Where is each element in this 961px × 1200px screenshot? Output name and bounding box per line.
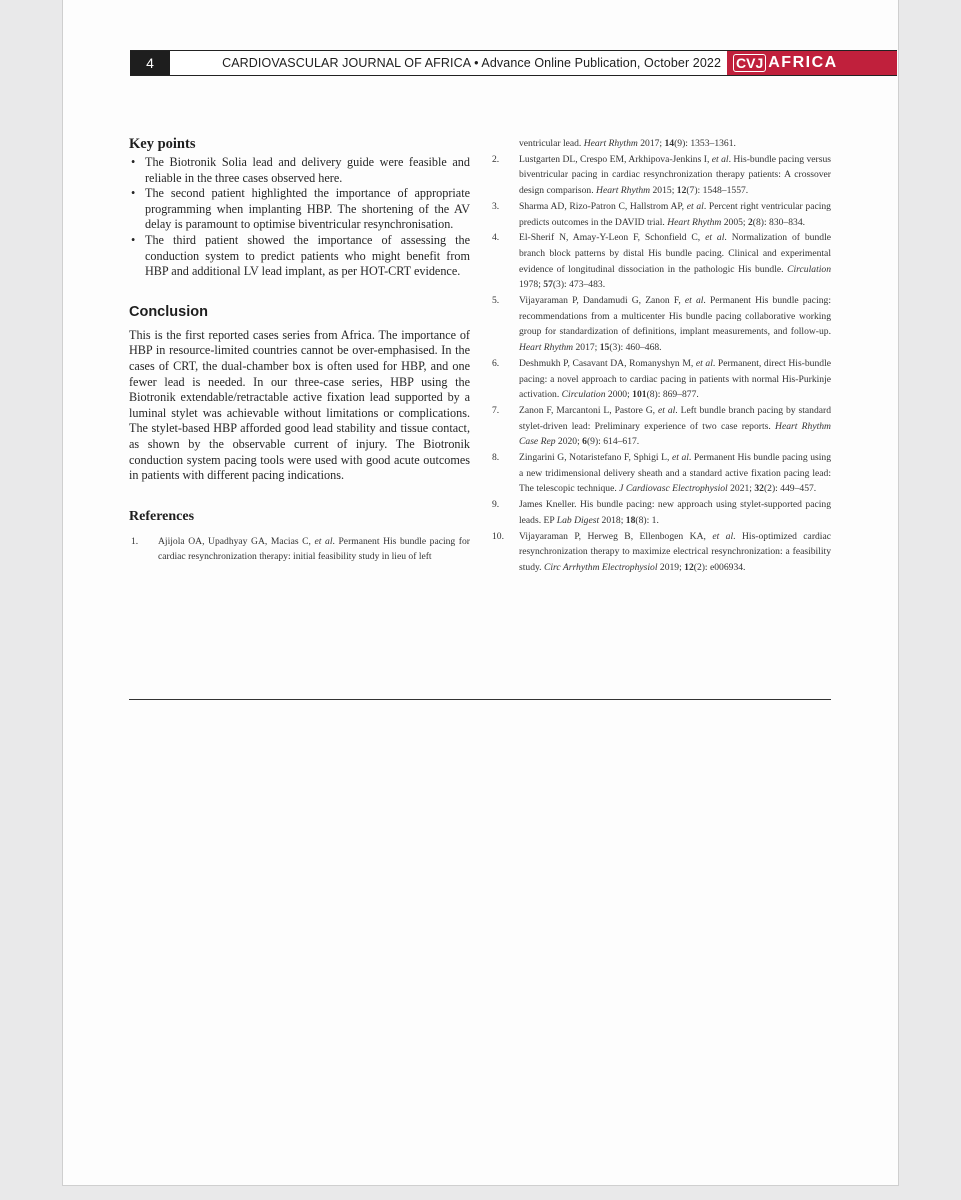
reference-item — [490, 293, 831, 356]
right-column — [490, 136, 831, 576]
key-point-item: • The third patient showed the importance of assessing the conduction system to predict patients who might benefit from HBP and additional LV lead implant, as per HOT-CRT evidence. — [129, 233, 470, 280]
reference-text: Zingarini G, Notaristefano F, Sphigi L, et al. Permanent His bundle pacing using a new tridimensional delivery sheath and a standard active fixation pacing lead: The telescopic technique. J Cardiovasc Electrophysiol 2021; 32(2): 449–457. — [519, 452, 831, 495]
reference-item — [490, 199, 831, 230]
left-column — [129, 136, 470, 565]
reference-number: 8. — [492, 452, 500, 464]
key-points-list — [129, 155, 470, 280]
logo-africa-text: AFRICA — [768, 54, 838, 71]
reference-number: 7. — [492, 404, 500, 416]
reference-text: Lustgarten DL, Crespo EM, Arkhipova-Jenkins I, et al. His-bundle pacing versus biventricular pacing in cardiac resynchronization therapy patients: A crossover design comparison. Heart Rhythm 2015; 12(7): 1548–1557. — [519, 153, 831, 197]
reference-text: James Kneller. His bundle pacing: new approach using stylet-supported pacing leads. EP Lab Digest 2018; 18(8): 1. — [519, 499, 831, 526]
reference-item — [490, 230, 831, 293]
running-header — [130, 50, 897, 76]
reference-item — [490, 403, 831, 450]
logo-cvj-box: CVJ — [733, 54, 766, 72]
reference-text: Vijayaraman P, Dandamudi G, Zanon F, et al. Permanent His bundle pacing: recommendations from a multicenter His bundle pacing collaborative working group for standardization of definitions, implant measurements, and follow-up. Heart Rhythm 2017; 15(3): 460–468. — [519, 295, 831, 354]
references-title: References — [129, 508, 195, 524]
reference-text: Vijayaraman P, Herweg B, Ellenbogen KA, et al. His-optimized cardiac resynchronization therapy to maximize electrical resynchronization: a feasibility study. Circ Arrhythm Electrophysiol 2019; 12(2): e006934. — [519, 530, 831, 573]
bottom-rule — [129, 699, 831, 700]
reference-number: 9. — [492, 499, 500, 511]
reference-number: 3. — [492, 200, 500, 212]
page-number: 4 — [130, 51, 170, 75]
reference-text: Ajijola OA, Upadhyay GA, Macias C, et al. Permanent His bundle pacing for cardiac resynchronization therapy: initial feasibility study in lieu of left — [158, 535, 470, 563]
journal-logo — [727, 51, 897, 75]
reference-item — [490, 152, 831, 199]
reference-number: 2. — [492, 153, 500, 165]
references-left-list — [129, 534, 470, 565]
references-right-list — [490, 136, 831, 576]
reference-text: ventricular lead. Heart Rhythm 2017; 14(9): 1353–1361. — [519, 138, 736, 149]
reference-item — [490, 529, 831, 576]
reference-text: Deshmukh P, Casavant DA, Romanyshyn M, et al. Permanent, direct His-bundle pacing: a novel approach to cardiac pacing in patients with normal His-Purkinje activation. Circulation 2000; 101(8): 869–877. — [519, 357, 831, 401]
reference-number: 10. — [492, 530, 504, 542]
reference-item — [490, 136, 831, 152]
reference-item — [490, 356, 831, 403]
running-title: CARDIOVASCULAR JOURNAL OF AFRICA • Advance Online Publication, October 2022 — [222, 56, 721, 70]
reference-number: 6. — [492, 357, 500, 369]
key-point-item: • The Biotronik Solia lead and delivery guide were feasible and reliable in the three cases observed here. — [129, 155, 470, 186]
reference-item — [490, 497, 831, 528]
key-point-item: • The second patient highlighted the importance of appropriate programming when implanting HBP. The shortening of the AV delay is paramount to optimise biventricular resynchronisation. — [129, 186, 470, 233]
conclusion-text: This is the first reported cases series from Africa. The importance of HBP in resource-limited countries cannot be over-emphasised. In the cases of CRT, the dual-chamber box is often used for HBP, and one fewer lead is needed. In our three-case series, HBP using the Biotronik extendable/retractable active fixation lead supported by a luminal stylet was achievable without limitations or complications. The stylet-based HBP afforded good lead stability and tissue contact, as shown by the observable current of injury. The Biotronik conduction system pacing tools were used with good acute outcomes in patients with different pacing indications. — [129, 327, 470, 483]
reference-number: 5. — [492, 295, 500, 307]
reference-number — [490, 136, 519, 152]
reference-item — [129, 534, 470, 565]
conclusion-title: Conclusion — [129, 303, 208, 320]
reference-text: El-Sherif N, Amay-Y-Leon F, Schonfield C, et al. Normalization of bundle branch block patterns by distal His bundle pacing. Clinical and experimental evidence of longitudinal dissociation in the pathologic His bundle. Circulation 1978; 57(3): 473–483. — [519, 232, 831, 291]
reference-number: 1. — [131, 535, 139, 547]
reference-item — [490, 450, 831, 497]
key-points-title: Key points — [129, 136, 196, 152]
reference-number: 4. — [492, 232, 500, 244]
reference-text: Sharma AD, Rizo-Patron C, Hallstrom AP, et al. Percent right ventricular pacing predicts outcomes in the DAVID trial. Heart Rhythm 2005; 2(8): 830–834. — [519, 200, 831, 228]
reference-text: Zanon F, Marcantoni L, Pastore G, et al. Left bundle branch pacing by standard stylet-driven lead: Preliminary experience of two case reports. Heart Rhythm Case Rep 2020; 6(9): 614–617. — [519, 404, 831, 448]
